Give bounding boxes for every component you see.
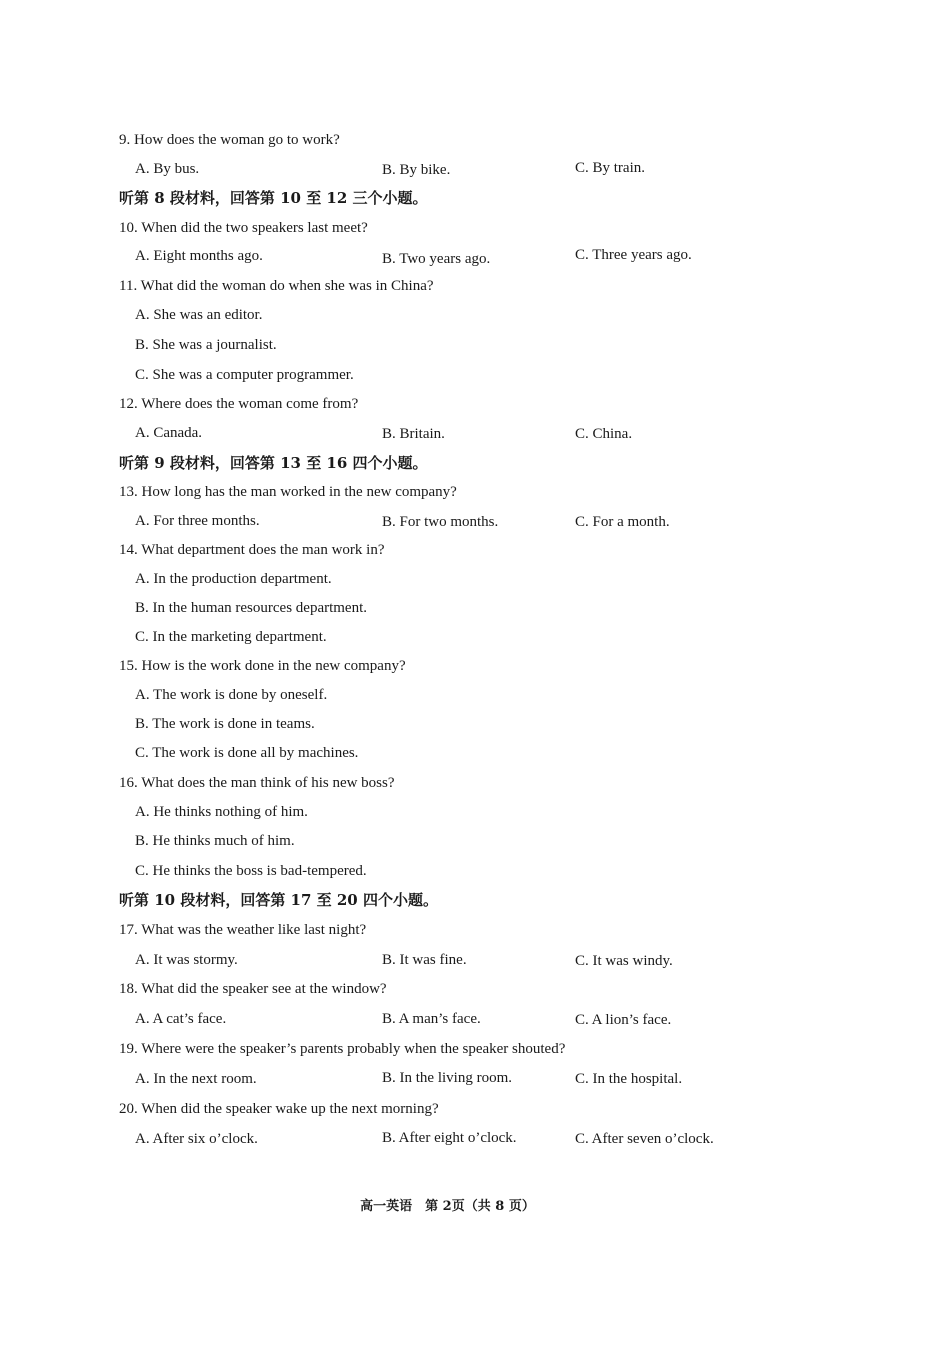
page-footer: 高一英语 第 2页（共 8 页）: [360, 1199, 535, 1214]
question-17: 17. What was the weather like last night?: [119, 922, 367, 938]
q9-option-a: A. By bus.: [135, 161, 200, 177]
section-10-heading: 听第 10 段材料，回答第 17 至 20 四个小题。: [119, 891, 438, 909]
q14-option-a: A. In the production department.: [135, 571, 332, 587]
section-8-heading: 听第 8 段材料，回答第 10 至 12 三个小题。: [119, 189, 428, 207]
question-10: 10. When did the two speakers last meet?: [119, 220, 368, 236]
question-16: 16. What does the man think of his new boss?: [119, 775, 395, 791]
q20-option-c: C. After seven o’clock.: [575, 1131, 714, 1147]
section-9-heading: 听第 9 段材料，回答第 13 至 16 四个小题。: [119, 454, 428, 472]
question-20: 20. When did the speaker wake up the next morning?: [119, 1101, 439, 1117]
question-9: 9. How does the woman go to work?: [119, 132, 340, 148]
q11-option-c: C. She was a computer programmer.: [135, 367, 354, 383]
q15-option-a: A. The work is done by oneself.: [135, 687, 328, 703]
question-13: 13. How long has the man worked in the new company?: [119, 484, 457, 500]
q10-option-c: C. Three years ago.: [575, 247, 692, 263]
q10-option-a: A. Eight months ago.: [135, 248, 263, 264]
q14-option-b: B. In the human resources department.: [135, 600, 368, 616]
q10-option-b: B. Two years ago.: [382, 251, 491, 267]
q15-option-b: B. The work is done in teams.: [135, 716, 315, 732]
q9-option-b: B. By bike.: [382, 162, 451, 178]
question-11: 11. What did the woman do when she was in China?: [119, 278, 434, 294]
q19-option-b: B. In the living room.: [382, 1070, 512, 1086]
q13-option-c: C. For a month.: [575, 514, 670, 530]
question-19: 19. Where were the speaker’s parents probably when the speaker shouted?: [119, 1041, 566, 1057]
q13-option-b: B. For two months.: [382, 514, 499, 530]
q11-option-b: B. She was a journalist.: [135, 337, 277, 353]
q11-option-a: A. She was an editor.: [135, 307, 263, 323]
q13-option-a: A. For three months.: [135, 513, 260, 529]
question-15: 15. How is the work done in the new company?: [119, 658, 406, 674]
q18-option-a: A. A cat’s face.: [135, 1011, 227, 1027]
q20-option-b: B. After eight o’clock.: [382, 1130, 517, 1146]
q18-option-c: C. A lion’s face.: [575, 1012, 672, 1028]
q16-option-b: B. He thinks much of him.: [135, 833, 295, 849]
q17-option-a: A. It was stormy.: [135, 952, 238, 968]
q19-option-a: A. In the next room.: [135, 1071, 257, 1087]
q16-option-a: A. He thinks nothing of him.: [135, 804, 308, 820]
q14-option-c: C. In the marketing department.: [135, 629, 327, 645]
q16-option-c: C. He thinks the boss is bad-tempered.: [135, 863, 367, 879]
question-14: 14. What department does the man work in?: [119, 542, 385, 558]
q12-option-a: A. Canada.: [135, 425, 203, 441]
q17-option-c: C. It was windy.: [575, 953, 673, 969]
q19-option-c: C. In the hospital.: [575, 1071, 683, 1087]
q20-option-a: A. After six o’clock.: [135, 1131, 258, 1147]
q12-option-b: B. Britain.: [382, 426, 445, 442]
q18-option-b: B. A man’s face.: [382, 1011, 481, 1027]
q15-option-c: C. The work is done all by machines.: [135, 745, 359, 761]
q9-option-c: C. By train.: [575, 160, 645, 176]
question-18: 18. What did the speaker see at the window?: [119, 981, 387, 997]
q17-option-b: B. It was fine.: [382, 952, 467, 968]
q12-option-c: C. China.: [575, 426, 633, 442]
question-12: 12. Where does the woman come from?: [119, 396, 359, 412]
